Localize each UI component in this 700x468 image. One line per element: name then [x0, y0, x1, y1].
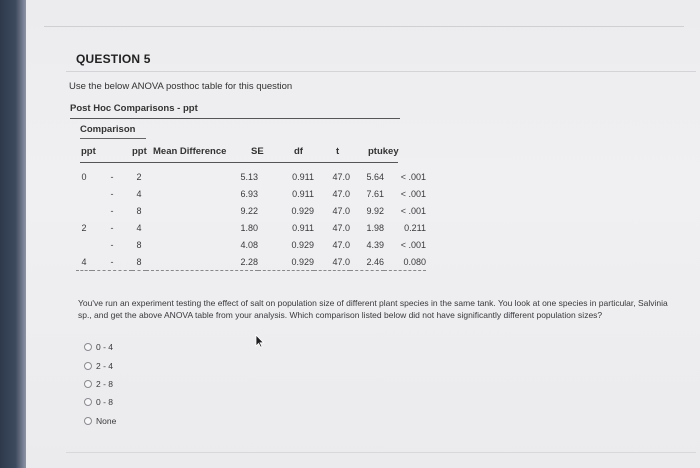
- cell-se: 0.911: [292, 188, 314, 199]
- comparison-group-label: Comparison: [80, 124, 136, 135]
- cell-df: 47.0: [332, 188, 350, 199]
- posthoc-table: [76, 168, 426, 271]
- col-header-ppt1: ppt: [81, 146, 96, 157]
- mouse-pointer-icon: [255, 334, 265, 348]
- table-row: [76, 219, 426, 236]
- posthoc-table-title: Post Hoc Comparisons - ppt: [70, 103, 198, 114]
- option-2-4[interactable]: [84, 356, 116, 374]
- option-2-8[interactable]: [84, 375, 116, 393]
- option-label: 0 - 8: [96, 397, 114, 408]
- cell-separator: -: [110, 188, 114, 199]
- cell-ptukey: < .001: [400, 171, 426, 182]
- cell-mean-difference: 9.22: [240, 205, 258, 216]
- cell-t: 4.39: [366, 239, 384, 250]
- cell-t: 7.61: [366, 188, 384, 199]
- radio-button[interactable]: [84, 417, 92, 425]
- option-0-8[interactable]: [84, 393, 116, 411]
- cell-df: 47.0: [314, 253, 350, 271]
- radio-button[interactable]: [84, 398, 92, 406]
- cell-t: 1.98: [366, 222, 384, 233]
- cell-ppt1: [76, 202, 92, 219]
- cell-se: 0.911: [292, 222, 314, 233]
- cell-t: 5.64: [366, 171, 384, 182]
- option-label: 2 - 4: [96, 360, 114, 371]
- cell-ppt1: 2: [81, 222, 87, 233]
- left-sidebar-edge: [0, 0, 26, 468]
- table-row: [76, 202, 426, 219]
- comparison-divider: [80, 138, 146, 139]
- cell-ppt2: 4: [136, 188, 142, 199]
- cell-df: 47.0: [332, 222, 350, 233]
- cell-mean-difference: 5.13: [240, 171, 258, 182]
- cell-df: 47.0: [332, 239, 350, 250]
- answer-options: [84, 338, 116, 430]
- cell-ptukey: < .001: [400, 188, 426, 199]
- cell-t: 2.46: [350, 253, 384, 271]
- cell-ppt2: 4: [136, 222, 142, 233]
- cell-ppt2: 8: [136, 239, 142, 250]
- cell-ppt2: 8: [136, 205, 142, 216]
- quiz-page: [26, 0, 700, 468]
- cell-ppt2: 8: [132, 253, 146, 271]
- cell-se: 0.929: [258, 253, 314, 271]
- table-title-divider: [70, 118, 400, 119]
- cell-ptukey: < .001: [400, 239, 426, 250]
- cell-separator: -: [110, 222, 114, 233]
- cell-ppt1: [76, 185, 92, 202]
- col-header-ptukey: ptukey: [368, 146, 399, 157]
- cell-separator: -: [110, 171, 114, 182]
- cell-mean-difference: 4.08: [240, 239, 258, 250]
- col-header-mean-difference: Mean Difference: [153, 146, 227, 157]
- cell-mean-difference: 1.80: [240, 222, 258, 233]
- cell-ptukey: 0.080: [384, 253, 426, 271]
- table-row: [76, 185, 426, 202]
- question-scenario: You've run an experiment testing the effect of salt on population size of different plant species in the same tank. You look at one species in particular, Salvinia sp., and get the above ANOVA table from your analysis. Which comparison listed below did not have significantly different population sizes?: [78, 298, 668, 320]
- cell-ptukey: < .001: [400, 205, 426, 216]
- cell-ppt1: [76, 236, 92, 253]
- cell-separator: -: [92, 253, 132, 271]
- cell-se: 0.929: [291, 239, 314, 250]
- option-0-4[interactable]: [84, 338, 116, 356]
- option-label: None: [96, 415, 117, 426]
- cell-se: 0.929: [291, 205, 314, 216]
- option-label: 2 - 8: [96, 378, 114, 389]
- table-row: [76, 253, 426, 271]
- col-header-df: df: [294, 146, 303, 157]
- cell-ptukey: 0.211: [404, 222, 426, 233]
- cell-df: 47.0: [332, 205, 350, 216]
- cell-t: 9.92: [366, 205, 384, 216]
- col-header-ppt2: ppt: [132, 146, 147, 157]
- radio-button[interactable]: [84, 362, 92, 370]
- col-header-se: SE: [251, 146, 264, 157]
- option-label: 0 - 4: [96, 342, 114, 353]
- cell-separator: -: [110, 239, 114, 250]
- cell-ppt2: 2: [136, 171, 142, 182]
- cell-ppt1: 4: [76, 253, 92, 271]
- top-divider: [44, 26, 684, 27]
- table-row: [76, 236, 426, 253]
- cell-separator: -: [110, 205, 114, 216]
- radio-button[interactable]: [84, 343, 92, 351]
- cell-se: 0.911: [292, 171, 314, 182]
- bottom-divider: [66, 452, 696, 453]
- question-instruction: Use the below ANOVA posthoc table for this question: [69, 81, 293, 92]
- radio-button[interactable]: [84, 380, 92, 388]
- cell-df: 47.0: [332, 171, 350, 182]
- col-header-t: t: [336, 146, 340, 157]
- cell-mean-difference: 2.28: [146, 253, 258, 271]
- cell-ppt1: 0: [81, 171, 87, 182]
- option-none[interactable]: [84, 412, 116, 430]
- cell-mean-difference: 6.93: [240, 188, 258, 199]
- question-title: QUESTION 5: [76, 52, 151, 66]
- question-title-divider: [66, 71, 696, 72]
- table-header-divider: [80, 162, 398, 163]
- table-row: [76, 168, 426, 185]
